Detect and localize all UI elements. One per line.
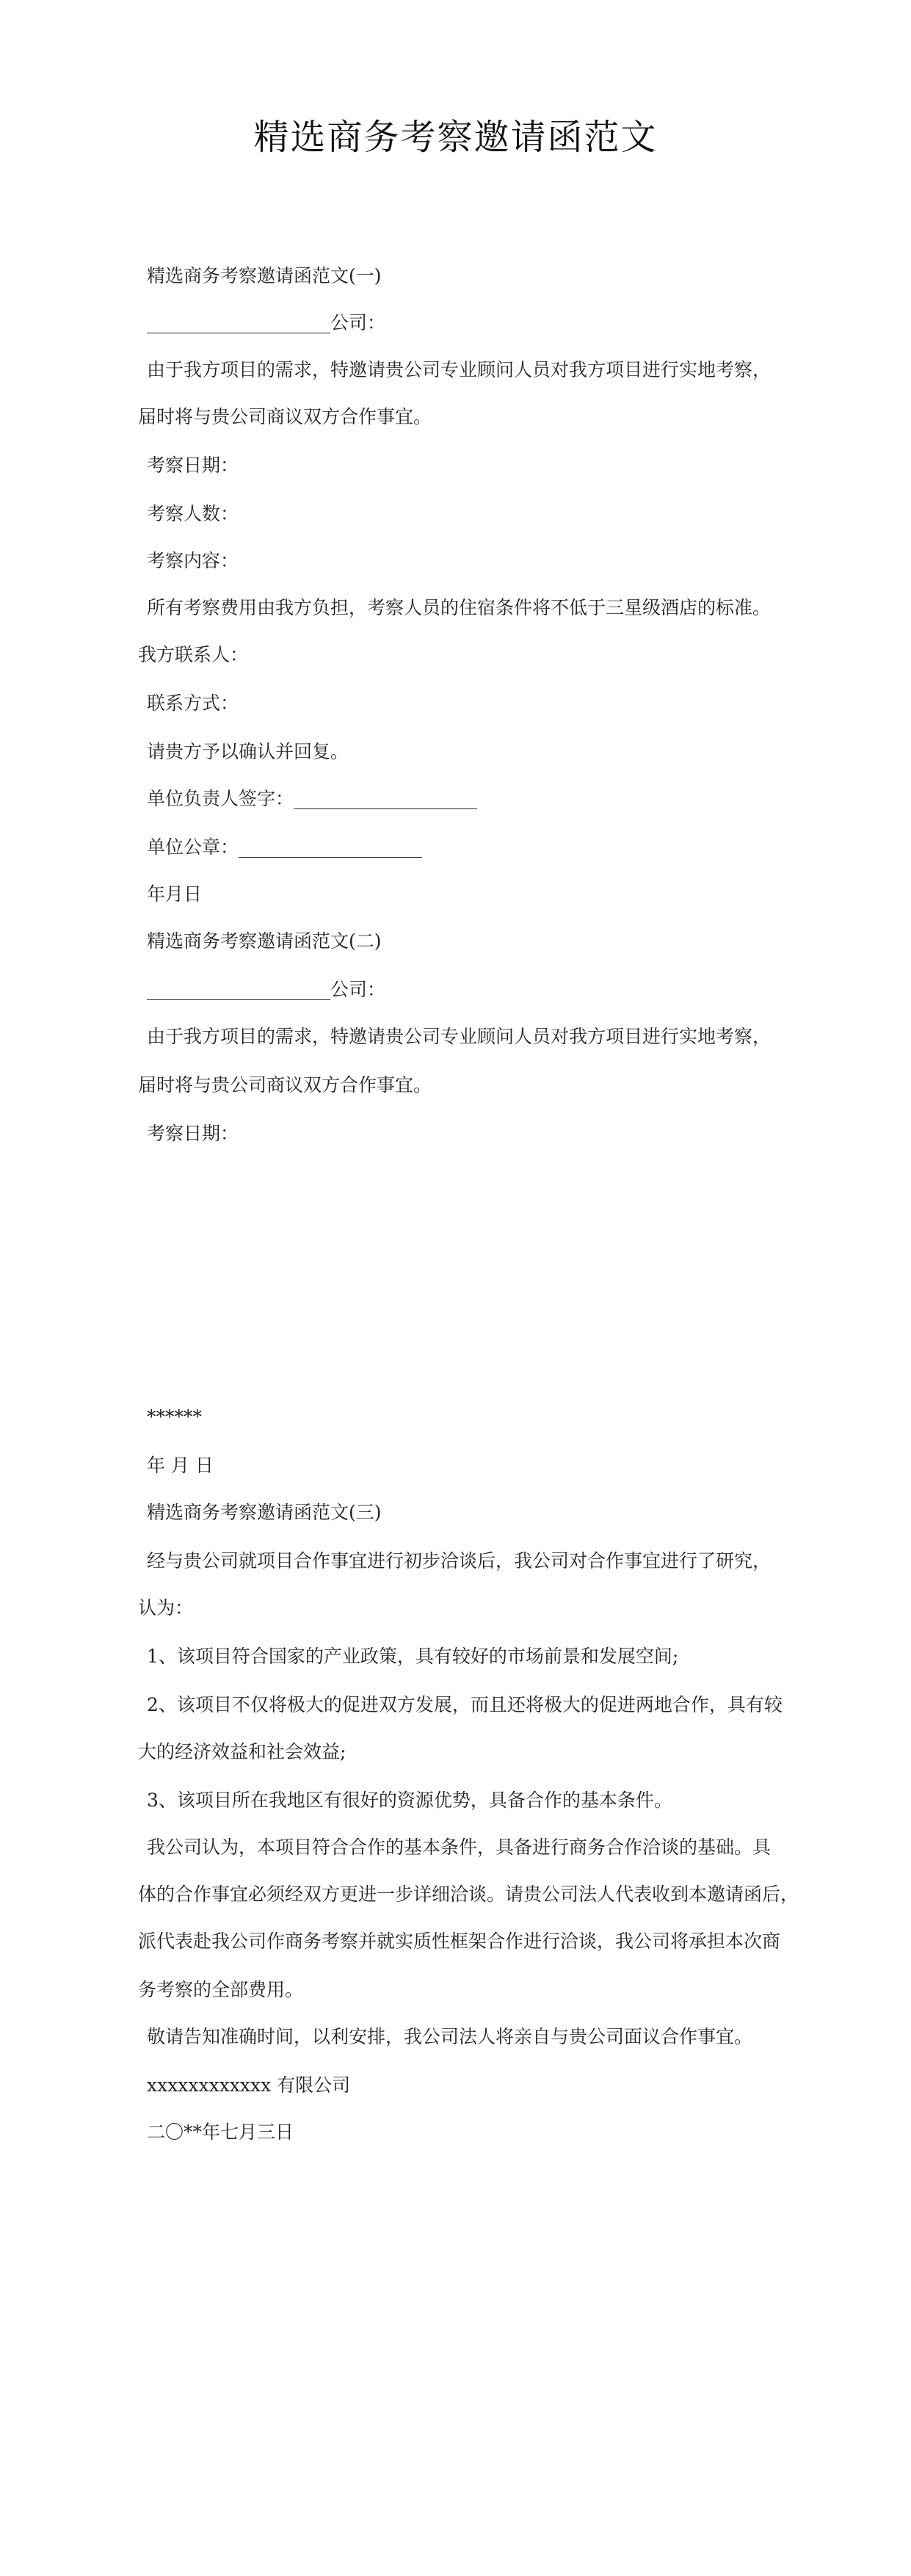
section1-ymd: 年月日	[147, 883, 203, 905]
section3-body-line2: 体的合作事宜必须经双方更进一步详细洽谈。请贵公司法人代表收到本邀请函后，	[138, 1884, 799, 1905]
section1-reply: 请贵方予以确认并回复。	[147, 741, 349, 762]
section1-company-line: ____________________公司：	[147, 312, 386, 333]
section3-body-line3: 派代表赴我公司作商务考察并就实质性框架合作进行洽谈，我公司将承担本次商	[138, 1931, 781, 1952]
section1-contact-person: 我方联系人：	[138, 644, 249, 665]
section2-para1-line1: 由于我方项目的需求，特邀请贵公司专业顾问人员对我方项目进行实地考察，	[147, 1026, 772, 1047]
section3-company: xxxxxxxxxxxx 有限公司	[147, 2074, 351, 2096]
section1-contact-method: 联系方式：	[147, 692, 239, 714]
section1-heading: 精选商务考察邀请函范文(一)	[147, 265, 382, 286]
section2-heading: 精选商务考察邀请函范文(二)	[147, 930, 382, 952]
section1-para1-line2: 届时将与贵公司商议双方合作事宜。	[138, 406, 432, 427]
section3-item1: 1、该项目符合国家的产业政策，具有较好的市场前景和发展空间;	[147, 1646, 679, 1667]
section3-item3: 3、该项目所在我地区有很好的资源优势，具备合作的基本条件。	[147, 1790, 672, 1811]
document-title: 精选商务考察邀请函范文	[253, 117, 658, 158]
section2-stars: ******	[147, 1406, 202, 1428]
section1-expense: 所有考察费用由我方负担，考察人员的住宿条件将不低于三星级酒店的标准。	[147, 597, 772, 618]
section3-date: 二〇**年七月三日	[147, 2121, 294, 2143]
section3-intro-line2: 认为：	[138, 1597, 194, 1618]
section1-para1-line1: 由于我方项目的需求，特邀请贵公司专业顾问人员对我方项目进行实地考察，	[147, 359, 772, 380]
section2-para1-line2: 届时将与贵公司商议双方合作事宜。	[138, 1074, 432, 1096]
section2-ymd: 年 月 日	[147, 1455, 214, 1476]
section3-heading: 精选商务考察邀请函范文(三)	[147, 1502, 382, 1523]
section3-closing: 敬请告知准确时间，以利安排，我公司法人将亲自与贵公司面议合作事宜。	[147, 2026, 753, 2047]
section1-people: 考察人数：	[147, 503, 239, 524]
section2-date: 考察日期：	[147, 1123, 239, 1144]
section1-signature: 单位负责人签字：____________________	[147, 788, 478, 809]
section2-company-line: ____________________公司：	[147, 979, 386, 1000]
section3-intro-line1: 经与贵公司就项目合作事宜进行初步洽谈后，我公司对合作事宜进行了研究，	[147, 1550, 772, 1571]
section1-seal: 单位公章：____________________	[147, 836, 423, 858]
section3-item2-line2: 大的经济效益和社会效益;	[138, 1741, 346, 1762]
section3-body-line4: 务考察的全部费用。	[138, 1979, 304, 2000]
section1-content: 考察内容：	[147, 550, 239, 571]
section1-date: 考察日期：	[147, 455, 239, 476]
section3-item2-line1: 2、该项目不仅将极大的促进双方发展，而且还将极大的促进两地合作，具有较	[147, 1694, 783, 1715]
section3-body-line1: 我公司认为，本项目符合合作的基本条件，具备进行商务合作洽谈的基础。具	[147, 1837, 772, 1858]
